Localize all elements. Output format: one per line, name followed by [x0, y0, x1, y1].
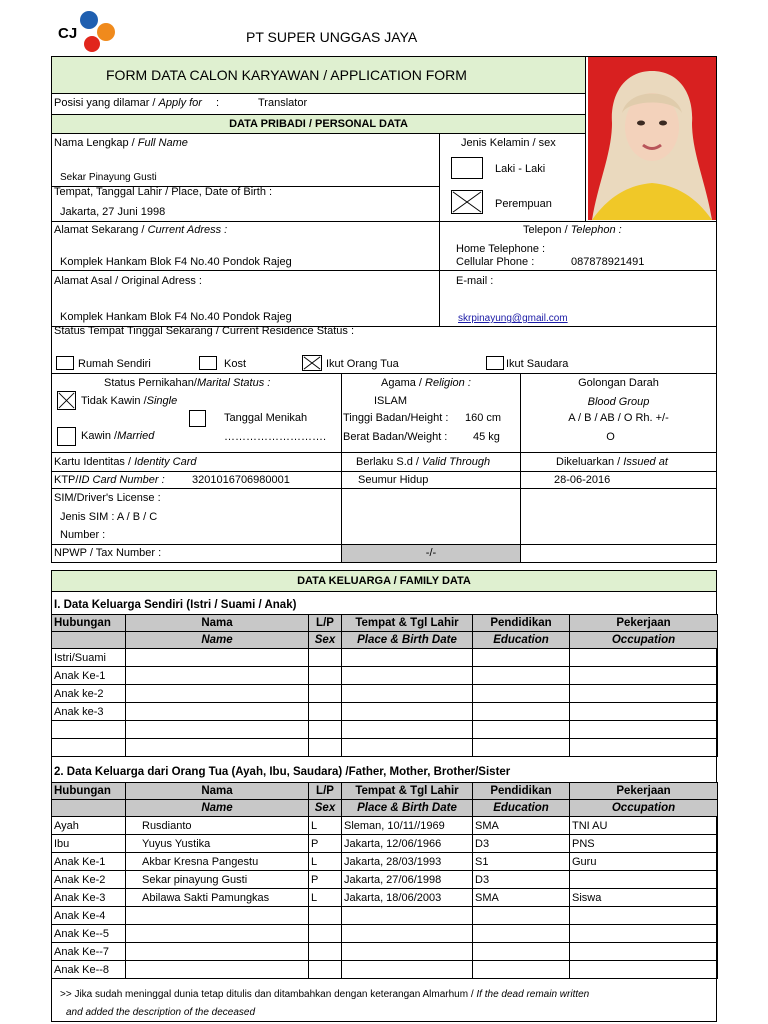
weight-value[interactable]: 45 kg [473, 431, 500, 443]
marital-married-checkbox[interactable] [57, 427, 76, 446]
valid-through-value[interactable]: Seumur Hidup [358, 474, 429, 486]
table-row: Istri/Suami [52, 649, 718, 667]
table-row: Anak Ke-1 [52, 667, 718, 685]
table-row: Anak Ke--5 [52, 925, 718, 943]
residence-parents-label: Ikut Orang Tua [326, 358, 399, 370]
issued-at-label: Dikeluarkan / Issued at [556, 456, 668, 468]
birth-label: Tempat, Tanggal Lahir / Place, Date of Birth : [54, 186, 273, 198]
table-row: Anak ke-3 [52, 703, 718, 721]
personal-data-header: DATA PRIBADI / PERSONAL DATA [229, 118, 408, 130]
table-row: Anak Ke-4 [52, 907, 718, 925]
logo-text: CJ [58, 25, 78, 42]
residence-relative-checkbox[interactable] [486, 356, 504, 370]
residence-kost-label: Kost [224, 358, 247, 370]
marital-single-checkbox[interactable] [57, 391, 76, 410]
full-name-value[interactable]: Sekar Pinayung Gusti [60, 172, 157, 183]
residence-parents-checkbox[interactable] [302, 355, 322, 371]
current-address-label: Alamat Sekarang / Current Adress : [54, 224, 228, 236]
table-row [52, 721, 718, 739]
residence-relative-label: Ikut Saudara [506, 358, 569, 370]
family-parents-title: 2. Data Keluarga dari Orang Tua (Ayah, Ibu, Saudara) /Father, Mother, Brother/Sister [54, 766, 511, 778]
family-own-table [51, 614, 718, 757]
family-data-header: DATA KELUARGA / FAMILY DATA [297, 575, 471, 587]
table-row: Anak Ke-2 Sekar pinayung Gusti P Jakarta, 27/06/1998 D3 [52, 871, 718, 889]
phone-label: Telepon / Telephon : [523, 224, 622, 236]
table-row: Anak Ke-1 Akbar Kresna Pangestu L Jakarta, 28/03/1993 S1 Guru [52, 853, 718, 871]
email-label: E-mail : [456, 275, 494, 287]
height-value[interactable]: 160 cm [465, 412, 502, 424]
residence-own-checkbox[interactable] [56, 356, 74, 370]
sex-female-label: Perempuan [495, 198, 552, 210]
religion-value[interactable]: ISLAM [374, 395, 408, 407]
portrait-icon [588, 57, 716, 220]
ktp-value[interactable]: 3201016706980001 [192, 474, 290, 486]
weight-label: Berat Badan/Weight : [343, 431, 448, 443]
birth-value[interactable]: Jakarta, 27 Juni 1998 [60, 206, 166, 218]
company-logo [56, 6, 122, 54]
marriage-date-value[interactable]: ………………………. [224, 431, 327, 443]
valid-through-label: Berlaku S.d / Valid Through [356, 456, 491, 468]
marital-label: Status Pernikahan/Marital Status : [104, 377, 271, 389]
sex-male-checkbox[interactable] [451, 157, 483, 179]
npwp-label: NPWP / Tax Number : [54, 547, 162, 559]
original-address-label: Alamat Asal / Original Adress : [54, 275, 202, 287]
company-name: PT SUPER UNGGAS JAYA [246, 29, 418, 45]
blood-options: A / B / AB / O Rh. +/- [568, 412, 669, 424]
sex-male-label: Laki - Laki [495, 163, 546, 175]
home-phone-label: Home Telephone : [456, 243, 546, 255]
form-title: FORM DATA CALON KARYAWAN / APPLICATION FORM [106, 67, 467, 83]
table-row: Anak Ke--8 [52, 961, 718, 979]
sex-label: Jenis Kelamin / sex [461, 137, 556, 149]
sim-number-label: Number : [60, 529, 106, 541]
applicant-photo [588, 57, 716, 220]
npwp-value[interactable]: -/- [425, 547, 437, 559]
original-address-value[interactable]: Komplek Hankam Blok F4 No.40 Pondok Rajeg [60, 311, 292, 323]
full-name-label: Nama Lengkap / Full Name [54, 137, 188, 149]
height-label: Tinggi Badan/Height : [343, 412, 449, 424]
identity-label: Kartu Identitas / Identity Card [54, 456, 197, 468]
email-link[interactable]: skrpinayung@gmail.com [458, 313, 568, 324]
ktp-label: KTP/ID Card Number : [54, 474, 165, 486]
table-row: Anak Ke--7 [52, 943, 718, 961]
marriage-date-checkbox[interactable] [189, 410, 206, 427]
issued-at-value[interactable]: 28-06-2016 [554, 474, 611, 486]
table-row [52, 739, 718, 757]
religion-label: Agama / Religion : [381, 377, 471, 389]
footnote-line-1: >> Jika sudah meninggal dunia tetap ditulis dan ditambahkan dengan keterangan Almarhum / If the dead remain written [60, 989, 590, 1000]
table-row: Ayah Rusdianto L Sleman, 10/11//1969 SMA TNI AU [52, 817, 718, 835]
blood-label-en: Blood Group [587, 396, 650, 408]
marriage-date-label: Tanggal Menikah [224, 412, 308, 424]
current-address-value[interactable]: Komplek Hankam Blok F4 No.40 Pondok Rajeg [60, 256, 292, 268]
marital-married-label: Kawin /Married [81, 430, 155, 442]
table-header-row: Hubungan Nama L/P Tempat & Tgl Lahir Pendidikan Pekerjaan [52, 783, 718, 800]
blood-value[interactable]: O [606, 431, 615, 443]
sim-label: SIM/Driver's License : [54, 492, 161, 504]
cell-phone-label: Cellular Phone : [456, 256, 535, 268]
blood-label: Golongan Darah [578, 377, 659, 389]
marital-single-label: Tidak Kawin /Single [81, 395, 178, 407]
table-row: Anak Ke-3 Abilawa Sakti Pamungkas L Jakarta, 18/06/2003 SMA Siswa [52, 889, 718, 907]
footnote-line-2: and added the description of the deceased [66, 1007, 256, 1018]
table-header-row: Name Sex Place & Birth Date Education Occupation [52, 632, 718, 649]
table-header-row: Name Sex Place & Birth Date Education Occupation [52, 800, 718, 817]
table-row: Ibu Yuyus Yustika P Jakarta, 12/06/1966 D3 PNS [52, 835, 718, 853]
residence-label: Status Tempat Tinggal Sekarang / Current Residence Status : [54, 325, 355, 337]
sex-female-checkbox[interactable] [451, 190, 483, 214]
family-parents-table [51, 782, 718, 979]
check-x-icon [58, 392, 75, 409]
residence-own-label: Rumah Sendiri [78, 358, 151, 370]
check-x-icon [303, 356, 321, 370]
family-own-title: I. Data Keluarga Sendiri (Istri / Suami / Anak) [54, 599, 297, 611]
check-x-icon [452, 191, 482, 213]
cell-phone-value[interactable]: 087878921491 [571, 256, 645, 268]
table-header-row: Hubungan Nama L/P Tempat & Tgl Lahir Pendidikan Pekerjaan [52, 615, 718, 632]
residence-kost-checkbox[interactable] [199, 356, 217, 370]
sim-type-label: Jenis SIM : A / B / C [60, 511, 158, 523]
table-row: Anak ke-2 [52, 685, 718, 703]
position-value[interactable]: Translator [258, 97, 308, 109]
